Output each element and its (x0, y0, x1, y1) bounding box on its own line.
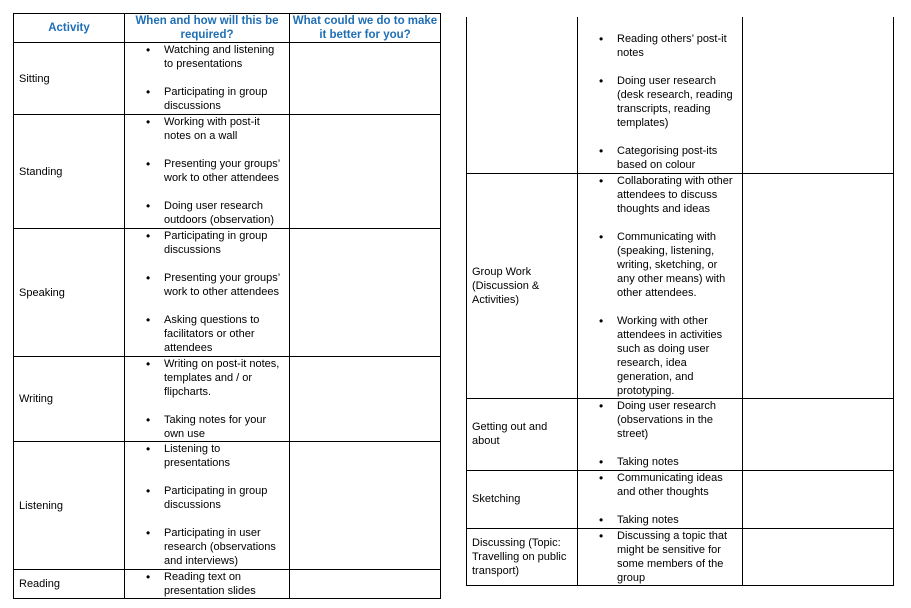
list-item: • Doing user research (desk research, reading transcripts, reading templates) (578, 74, 742, 130)
improvement-input-cell[interactable] (743, 17, 894, 173)
improvement-input-cell[interactable] (743, 528, 894, 585)
list-item: • Working with post-it notes on a wall (125, 115, 289, 143)
table-row (14, 43, 441, 115)
header-when-required: When and how will this be required? (125, 14, 290, 43)
table-row (14, 229, 441, 357)
list-item: • Communicating ideas and other thoughts (578, 471, 742, 499)
list-item: • Collaborating with other attendees to discuss thoughts and ideas (578, 174, 742, 216)
activity-cell (467, 17, 578, 173)
improvement-input-cell[interactable] (290, 442, 441, 570)
table-row (467, 17, 894, 173)
improvement-input-cell[interactable] (743, 470, 894, 528)
activity-cell: Reading (14, 570, 125, 599)
list-item: • Categorising post-its based on colour (578, 144, 742, 172)
improvement-input-cell[interactable] (290, 357, 441, 442)
requirements-list (125, 357, 289, 441)
list-item: • Asking questions to facilitators or other attendees (125, 313, 289, 355)
list-item: • Reading others’ post-it notes (578, 32, 742, 60)
requirements-cell (125, 357, 290, 442)
activity-table-left (13, 13, 441, 599)
improvement-input-cell[interactable] (290, 229, 441, 357)
improvement-input-cell[interactable] (290, 43, 441, 115)
requirements-cell (125, 570, 290, 599)
table-row (467, 173, 894, 398)
header-activity: Activity (14, 14, 125, 43)
requirements-cell (125, 442, 290, 570)
activity-cell: Getting out and about (467, 398, 578, 470)
requirements-list (578, 529, 742, 585)
list-item: • Participating in group discussions (125, 85, 289, 113)
requirements-list (125, 43, 289, 113)
requirements-list (125, 442, 289, 568)
list-item: • Watching and listening to presentations (125, 43, 289, 71)
requirements-cell (125, 115, 290, 229)
header-make-better: What could we do to make it better for you? (290, 14, 441, 43)
table-header-row (14, 14, 441, 43)
table-row (14, 442, 441, 570)
table-row (467, 398, 894, 470)
list-item: • Listening to presentations (125, 442, 289, 470)
table-left-body (14, 43, 441, 599)
activity-cell: Group Work (Discussion & Activities) (467, 173, 578, 398)
table-row (467, 528, 894, 585)
requirements-list (578, 399, 742, 469)
improvement-input-cell[interactable] (743, 173, 894, 398)
list-item: • Working with other attendees in activities such as doing user research, idea generation, and prototyping. (578, 314, 742, 398)
requirements-list (578, 471, 742, 527)
list-item: • Writing on post-it notes, templates and / or flipcharts. (125, 357, 289, 399)
list-item: • Participating in user research (observations and interviews) (125, 526, 289, 568)
activity-cell: Discussing (Topic: Travelling on public transport) (467, 528, 578, 585)
requirements-cell (578, 173, 743, 398)
table-row (14, 357, 441, 442)
list-item: • Doing user research (observations in the street) (578, 399, 742, 441)
requirements-cell (578, 398, 743, 470)
list-item: • Participating in group discussions (125, 229, 289, 257)
requirements-cell (578, 17, 743, 173)
list-item: • Reading text on presentation slides (125, 570, 289, 598)
requirements-list (125, 229, 289, 355)
table-row (14, 115, 441, 229)
activity-cell: Listening (14, 442, 125, 570)
table-right-body (467, 17, 894, 585)
list-item: • Doing user research outdoors (observation) (125, 199, 289, 227)
requirements-cell (578, 470, 743, 528)
list-item: • Discussing a topic that might be sensitive for some members of the group (578, 529, 742, 585)
activity-cell: Speaking (14, 229, 125, 357)
table-row (14, 570, 441, 599)
activity-cell: Standing (14, 115, 125, 229)
list-item: • Participating in group discussions (125, 484, 289, 512)
list-item: • Taking notes (578, 513, 742, 527)
requirements-list (578, 174, 742, 398)
list-item: • Taking notes (578, 455, 742, 469)
requirements-cell (125, 229, 290, 357)
activity-cell: Writing (14, 357, 125, 442)
requirements-list (578, 32, 742, 172)
list-item: • Presenting your groups’ work to other attendees (125, 157, 289, 185)
activity-table-right (466, 17, 894, 586)
list-item: • Presenting your groups’ work to other attendees (125, 271, 289, 299)
requirements-list (125, 570, 289, 598)
list-item: • Taking notes for your own use (125, 413, 289, 441)
requirements-cell (578, 528, 743, 585)
activity-cell: Sketching (467, 470, 578, 528)
activity-cell: Sitting (14, 43, 125, 115)
list-item: • Communicating with (speaking, listening, writing, sketching, or any other means) with other attendees. (578, 230, 742, 300)
improvement-input-cell[interactable] (290, 115, 441, 229)
requirements-list (125, 115, 289, 227)
improvement-input-cell[interactable] (290, 570, 441, 599)
improvement-input-cell[interactable] (743, 398, 894, 470)
requirements-cell (125, 43, 290, 115)
table-row (467, 470, 894, 528)
